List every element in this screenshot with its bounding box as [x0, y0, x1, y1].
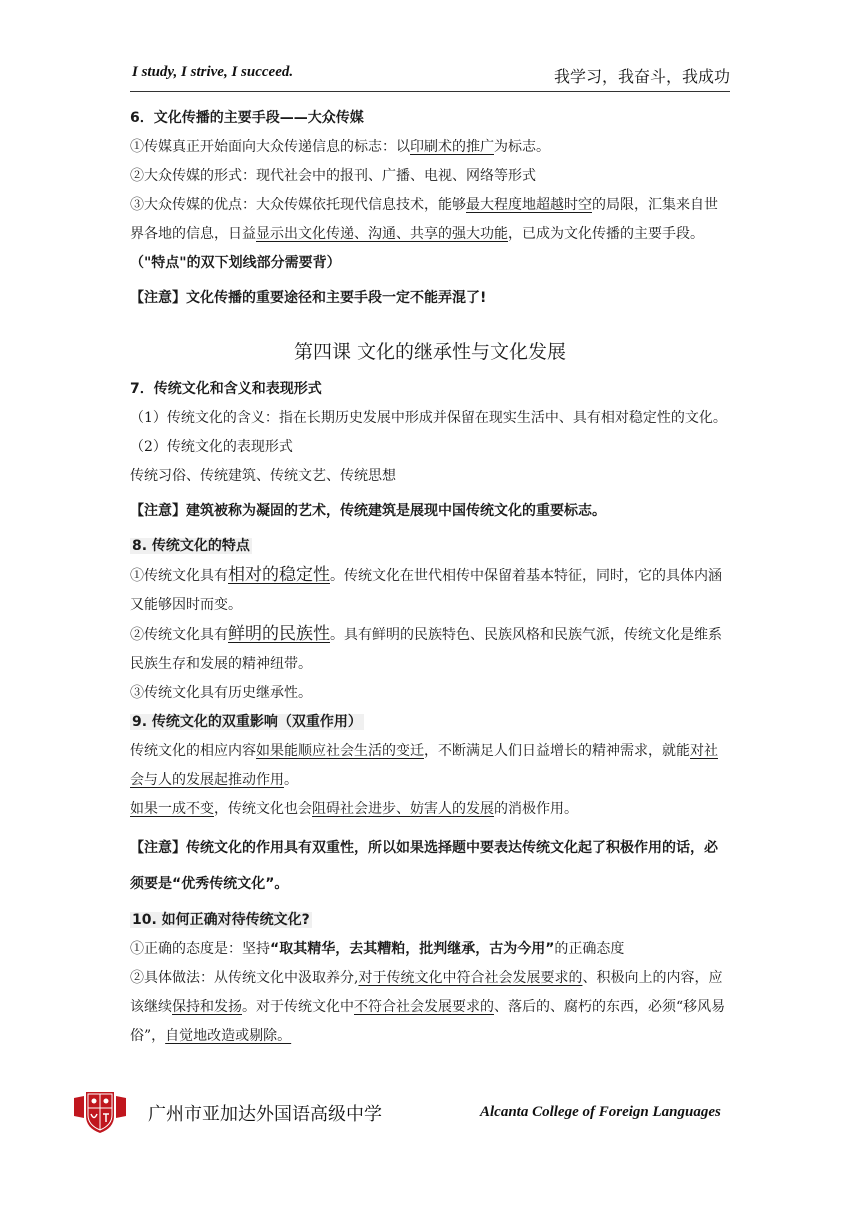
underlined-text: 显示出文化传递、沟通、共享的强大功能	[256, 226, 508, 242]
document-body	[130, 104, 730, 1051]
underlined-text: 不符合社会发展要求的	[354, 999, 494, 1015]
text: 传统文化的相应内容	[130, 743, 256, 759]
s7-line-2: （2）传统文化的表现形式	[130, 439, 293, 455]
text: ①传统文化具有	[130, 568, 228, 584]
s6-line-1	[130, 133, 730, 162]
underlined-text: 对于传统文化中符合社会发展要求的	[358, 970, 583, 986]
text: ，不断满足人们日益增长的精神需求，就能	[424, 743, 690, 759]
s8-line-3: ③传统文化具有历史继承性。	[130, 685, 312, 701]
text: 。对于传统文化中	[242, 999, 354, 1015]
underlined-text: 阻碍社会进步、妨害人的发展	[312, 801, 494, 817]
footer	[0, 1080, 860, 1140]
s6-line-3	[130, 191, 730, 278]
s10-line-2	[130, 964, 730, 1051]
s9-line-2	[130, 795, 730, 824]
text: 、落后的、腐朽的东西，必须“移风易俗”，	[130, 999, 726, 1044]
text: ②具体做法：从传统文化中汲取养分,	[130, 970, 359, 986]
header-motto-en: I study, I strive, I succeed.	[132, 64, 294, 80]
lesson-title: 第四课 文化的继承性与文化发展	[293, 341, 567, 363]
underlined-text: 自觉地改造或剔除。	[165, 1028, 292, 1044]
text: 的局限，汇集来自世界各地的信息，日益	[130, 197, 718, 242]
text: ，已成为文化传播的主要手段。	[508, 226, 704, 242]
underlined-text: 最大程度地超越时空	[466, 197, 592, 213]
text: ①正确的态度是：坚持	[130, 941, 270, 957]
section-6-title: 6．文化传播的主要手段——大众传媒	[130, 110, 364, 126]
underlined-text: 如果能顺应社会生活的变迁	[256, 743, 424, 759]
s7-note: 【注意】建筑被称为凝固的艺术，传统建筑是展现中国传统文化的重要标志。	[130, 503, 606, 519]
underlined-text: 印刷术的推广	[410, 139, 494, 155]
s7-line-3: 传统习俗、传统建筑、传统文艺、传统思想	[130, 468, 396, 484]
footer-school-name-en: Alcanta College of Foreign Languages	[480, 1104, 721, 1120]
bold-text: “取其精华，去其糟粕，批判继承，古为今用”	[270, 941, 555, 957]
underlined-text: 鲜明的民族性	[228, 624, 330, 644]
s6-line-2: ②大众传媒的形式：现代社会中的报刊、广播、电视、网络等形式	[130, 168, 536, 184]
bold-hint: （"特点"的双下划线部分需要背）	[130, 255, 341, 271]
header-divider	[130, 91, 730, 92]
s6-note: 【注意】文化传播的重要途径和主要手段一定不能弄混了!	[130, 290, 487, 306]
underlined-text: 如果一成不变	[130, 801, 214, 817]
section-7-title: 7．传统文化和含义和表现形式	[130, 381, 322, 397]
text: 为标志。	[494, 139, 550, 155]
underlined-text: 相对的稳定性	[228, 565, 330, 585]
text: 。传统文化在世代相传中保留着基本特征，同时，它的具体内涵又能够因时而变。	[130, 568, 722, 613]
s7-line-1: （1）传统文化的含义：指在长期历史发展中形成并保留在现实生活中、具有相对稳定性的文化。	[130, 410, 727, 426]
text: 。	[284, 772, 298, 788]
s9-note: 【注意】传统文化的作用具有双重性，所以如果选择题中要表达传统文化起了积极作用的话，必须要是“优秀传统文化”。	[130, 840, 718, 892]
section-10-title	[130, 906, 730, 935]
s10-line-1	[130, 935, 730, 964]
section-9-title-text: 9. 传统文化的双重影响（双重作用）	[132, 714, 362, 730]
underlined-text: 对社会与人的发展起推动作用	[130, 743, 718, 788]
section-9-title	[130, 708, 730, 737]
underlined-text: 保持和发扬	[172, 999, 242, 1015]
text: 的消极作用。	[494, 801, 578, 817]
text: ，传统文化也会	[214, 801, 312, 817]
footer-school-name-cn: 广州市亚加达外国语高级中学	[148, 1104, 382, 1125]
header-motto-cn: 我学习，我奋斗，我成功	[553, 67, 730, 86]
s9-line-1	[130, 737, 730, 795]
section-8-title	[130, 532, 730, 561]
school-logo-icon	[72, 1088, 128, 1134]
s8-line-2	[130, 620, 730, 679]
text: 、积极向上的内容，应该继续	[130, 970, 723, 1015]
section-8-title-text: 8. 传统文化的特点	[132, 538, 250, 554]
text: ②传统文化具有	[130, 627, 228, 643]
section-10-title-text: 10. 如何正确对待传统文化?	[132, 912, 310, 928]
text: ①传媒真正开始面向大众传递信息的标志：以	[130, 139, 410, 155]
s8-line-1	[130, 561, 730, 620]
text: 。具有鲜明的民族特色、民族风格和民族气派，传统文化是维系民族生存和发展的精神纽带。	[130, 627, 722, 672]
text: ③大众传媒的优点：大众传媒依托现代信息技术，能够	[130, 197, 466, 213]
text: 的正确态度	[554, 941, 625, 957]
